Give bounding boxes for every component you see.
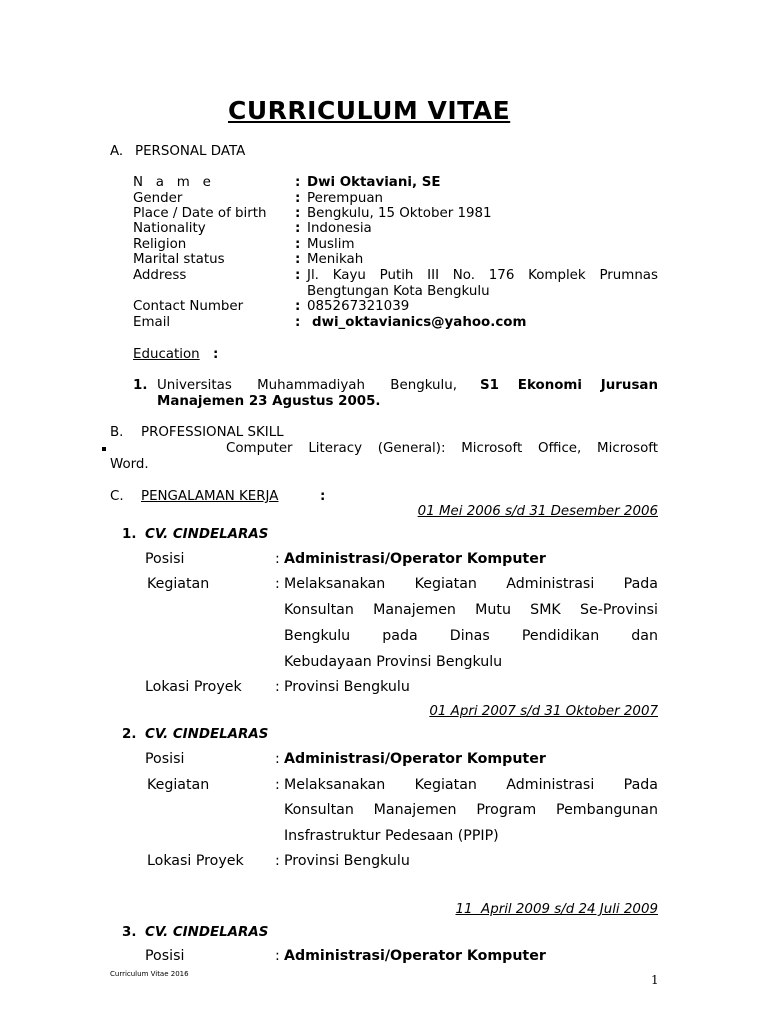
label-marital: Marital status (133, 252, 225, 267)
document-title: CURRICULUM VITAE (228, 96, 511, 125)
job-lokasi: Provinsi Bengkulu (284, 853, 410, 869)
job-period: 01 Apri 2007 s/d 31 Oktober 2007 (429, 704, 658, 719)
label-religion: Religion (133, 237, 187, 252)
education-item-line1 (157, 378, 658, 393)
job-number: 1. (122, 527, 137, 542)
education-heading: Education (133, 347, 200, 362)
job-number: 2. (122, 727, 137, 742)
education-colon: : (213, 347, 219, 362)
label-lokasi: Lokasi Proyek (145, 679, 242, 695)
value-contact: 085267321039 (307, 299, 410, 314)
colon: : (275, 853, 280, 869)
job-posisi: Administrasi/Operator Komputer (284, 751, 546, 767)
label-nationality: Nationality (133, 221, 206, 236)
education-item-number: 1. (133, 378, 148, 393)
value-address-line2: Bengtungan Kota Bengkulu (307, 284, 490, 299)
page-number: 1 (651, 973, 659, 987)
value-marital: Menikah (307, 252, 364, 267)
kegiatan-line: Melaksanakan Kegiatan Administrasi Pada (284, 576, 658, 592)
job-number: 3. (122, 925, 137, 940)
skill-line1: Computer Literacy (General): Microsoft Office, Microsoft (226, 441, 658, 456)
kegiatan-line: Kebudayaan Provinsi Bengkulu (284, 654, 503, 670)
colon: : (295, 252, 301, 267)
label-birth: Place / Date of birth (133, 206, 267, 221)
colon: : (295, 315, 301, 330)
job-lokasi: Provinsi Bengkulu (284, 679, 410, 695)
colon: : (275, 551, 280, 567)
section-a-letter: A. (110, 144, 124, 159)
job-period: 11 April 2009 s/d 24 Juli 2009 (455, 902, 658, 917)
job-company: CV. CINDELARAS (145, 527, 269, 542)
colon: : (275, 576, 280, 592)
colon: : (275, 751, 280, 767)
colon: : (275, 679, 280, 695)
label-posisi: Posisi (145, 751, 185, 767)
colon: : (295, 299, 301, 314)
colon: : (295, 191, 301, 206)
value-nationality: Indonesia (307, 221, 372, 236)
section-c-heading: PENGALAMAN KERJA (141, 489, 279, 504)
value-email: dwi_oktavianics@yahoo.com (312, 315, 527, 330)
section-c-letter: C. (110, 489, 124, 504)
value-address-line1: Jl. Kayu Putih III No. 176 Komplek Prumnas (307, 268, 658, 283)
label-lokasi: Lokasi Proyek (147, 853, 244, 869)
job-posisi: Administrasi/Operator Komputer (284, 551, 546, 567)
job-company: CV. CINDELARAS (145, 925, 269, 940)
kegiatan-line: Bengkulu pada Dinas Pendidikan dan (284, 628, 658, 644)
section-a-heading: PERSONAL DATA (135, 144, 246, 159)
kegiatan-line: Konsultan Manajemen Program Pembangunan (284, 802, 658, 818)
label-kegiatan: Kegiatan (147, 777, 210, 793)
skill-line2: Word. (110, 457, 149, 472)
colon: : (295, 268, 301, 283)
job-company: CV. CINDELARAS (145, 727, 269, 742)
label-gender: Gender (133, 191, 183, 206)
value-gender: Perempuan (307, 191, 384, 206)
value-religion: Muslim (307, 237, 355, 252)
label-posisi: Posisi (145, 948, 185, 964)
label-address: Address (133, 268, 187, 283)
kegiatan-line: Melaksanakan Kegiatan Administrasi Pada (284, 777, 658, 793)
footer-text: Curriculum Vitae 2016 (110, 970, 189, 978)
value-birth: Bengkulu, 15 Oktober 1981 (307, 206, 492, 221)
value-name: Dwi Oktaviani, SE (307, 175, 441, 190)
label-email: Email (133, 315, 171, 330)
colon: : (275, 777, 280, 793)
section-c-colon: : (320, 489, 326, 504)
job-posisi: Administrasi/Operator Komputer (284, 948, 546, 964)
colon: : (295, 237, 301, 252)
colon: : (295, 221, 301, 236)
colon: : (295, 175, 301, 190)
label-kegiatan: Kegiatan (147, 576, 210, 592)
section-b-letter: B. (110, 425, 124, 440)
bullet-icon (102, 447, 106, 451)
kegiatan-line: Insfrastruktur Pedesaan (PPIP) (284, 828, 499, 844)
label-contact: Contact Number (133, 299, 244, 314)
colon: : (295, 206, 301, 221)
label-name: N a m e (133, 175, 211, 190)
education-item-line2: Manajemen 23 Agustus 2005. (157, 394, 381, 409)
label-posisi: Posisi (145, 551, 185, 567)
education-degree: S1 Ekonomi Jurusan (480, 378, 658, 393)
education-university: Universitas Muhammadiyah Bengkulu, (157, 378, 457, 393)
kegiatan-line: Konsultan Manajemen Mutu SMK Se-Provinsi (284, 602, 658, 618)
colon: : (275, 948, 280, 964)
job-period: 01 Mei 2006 s/d 31 Desember 2006 (417, 504, 658, 519)
section-b-heading: PROFESSIONAL SKILL (141, 425, 284, 440)
